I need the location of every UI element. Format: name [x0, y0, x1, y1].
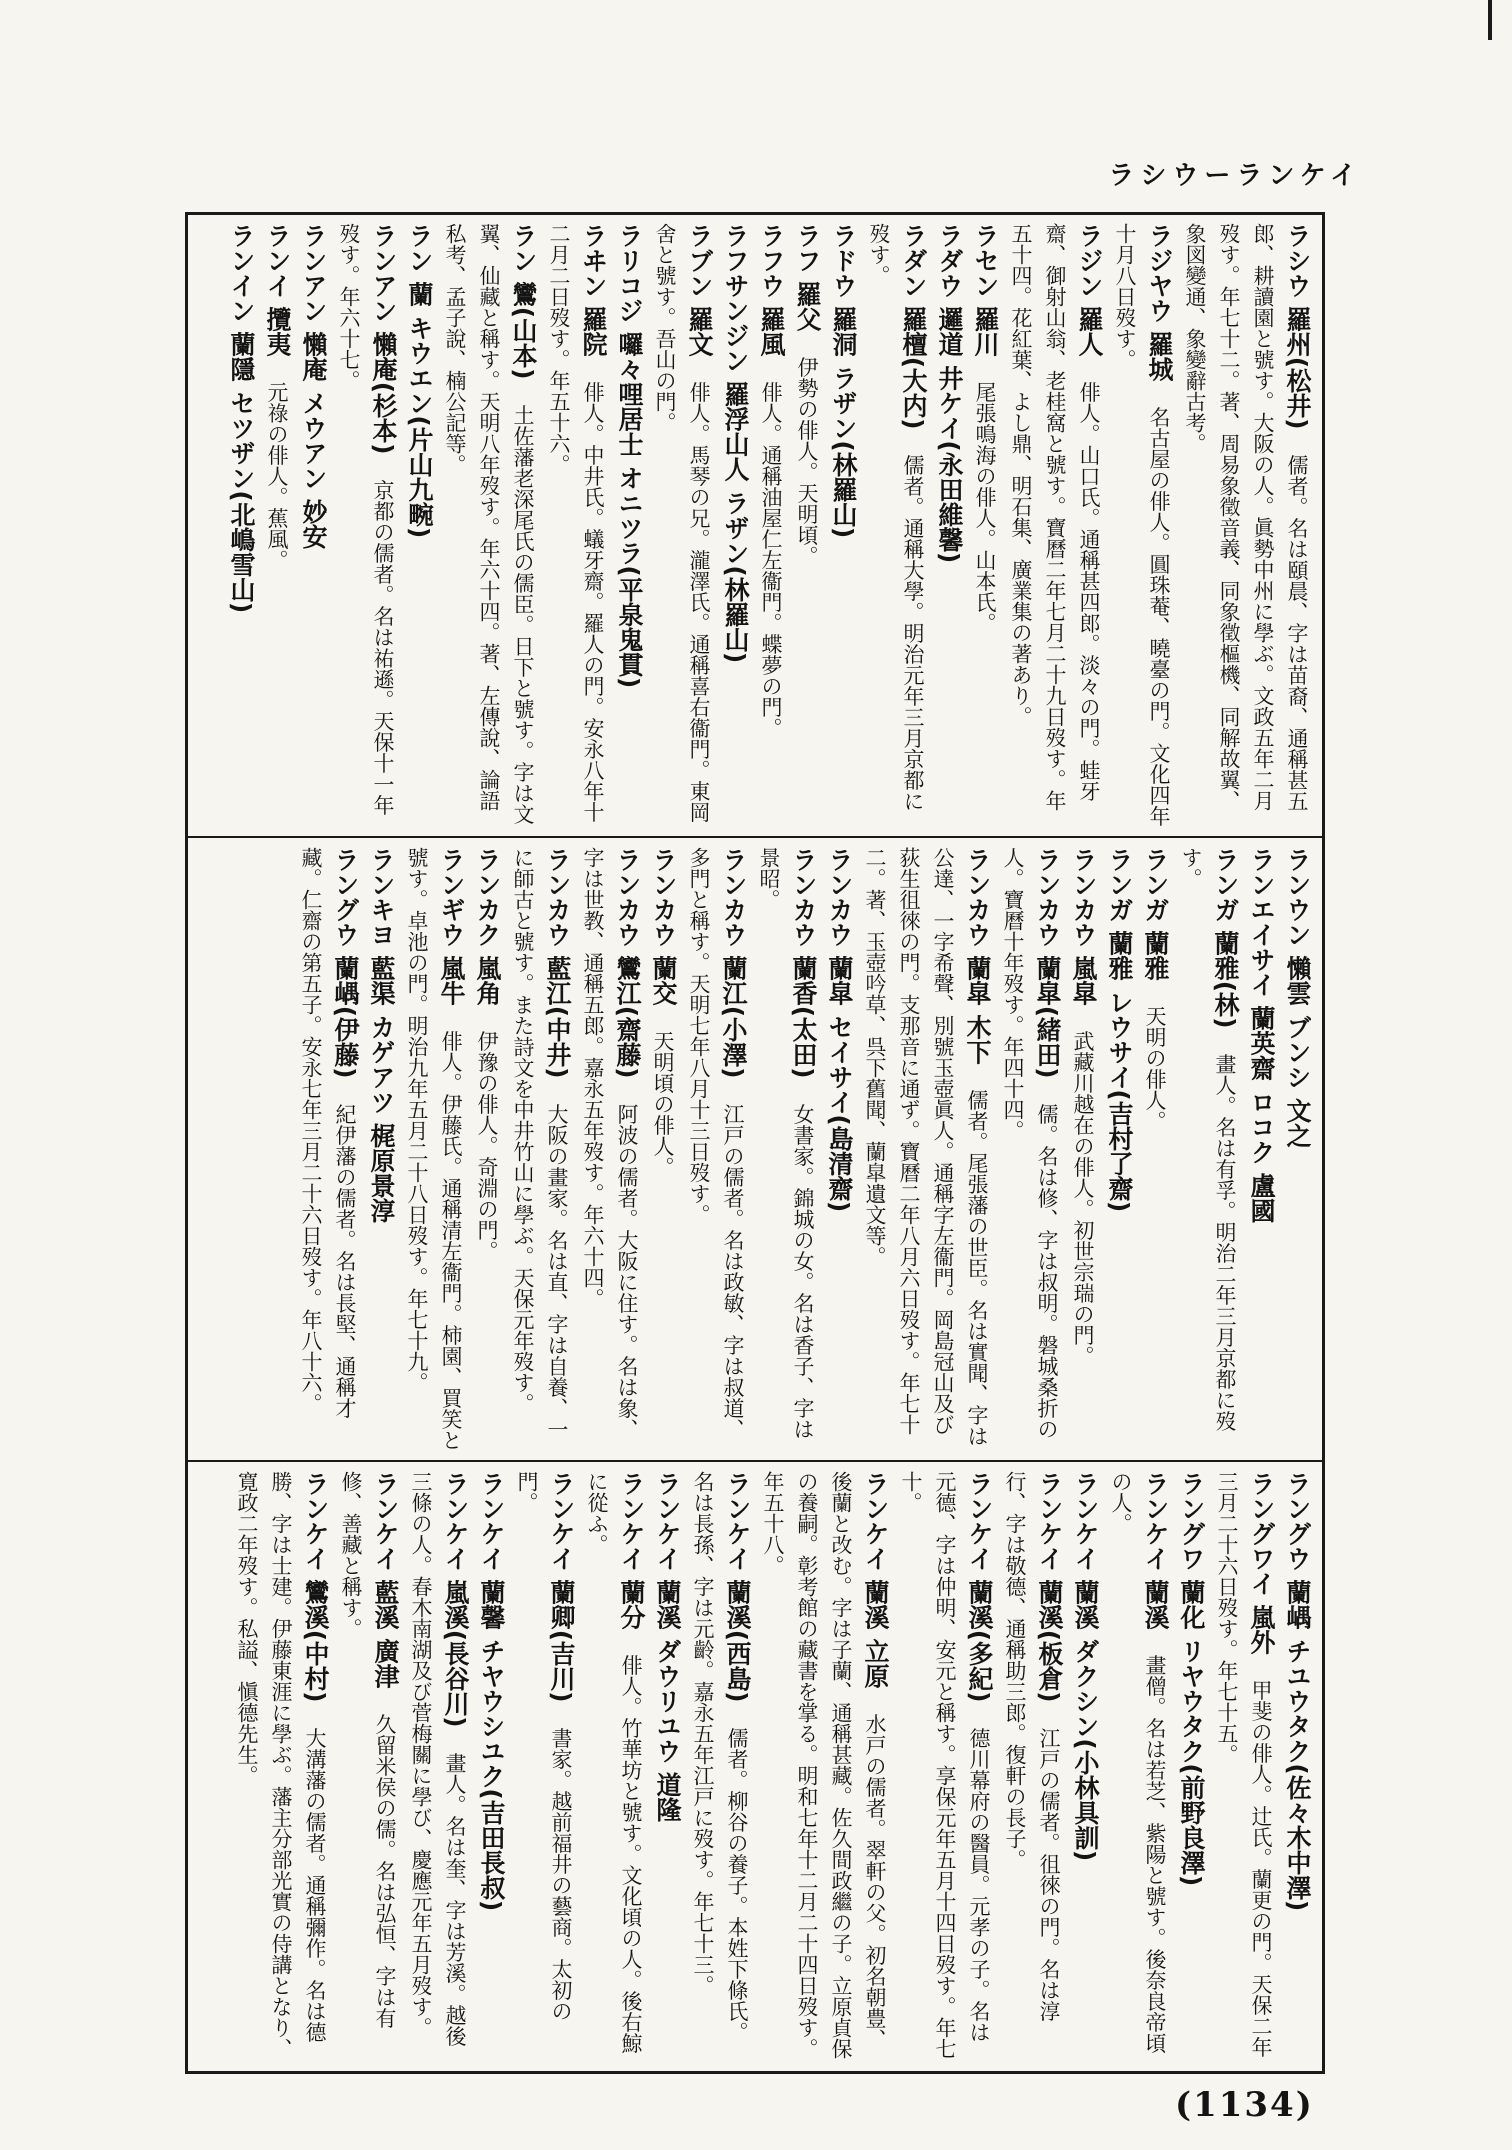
entry-description: 伊勢の俳人。天明頃。 — [795, 356, 819, 567]
entry-description: 畫人。名は有孚。明治二年三月京都に歿す。 — [1179, 847, 1237, 1432]
entry-headword: ラジン 羅人 — [1075, 223, 1104, 382]
entry-headword: ランケイ 嵐溪(長谷川) — [441, 1471, 470, 1753]
dictionary-entry — [1068, 1471, 1102, 2061]
entry-headword: ラングワイ 嵐外 — [1247, 1471, 1276, 1680]
entry-headword: ラン 鸞(山本) — [509, 223, 538, 405]
entry-description: 大溝藩の儒者。通稱彌作。名は德勝、字は士建。伊藤東涯に學ぶ。藩主分部光實の侍講となり、寛政二年歿す。私謚、愼德先生。 — [235, 1471, 327, 2059]
band-bottom-columns — [196, 1471, 1314, 2061]
dictionary-entry — [826, 223, 860, 828]
entry-description: 水戸の儒者。翠軒の父。初名朝豊、後蘭と改む。字は子蘭、通稱甚藏。佐久間政繼の子。立原貞保の養嗣。彰考館の藏書を掌る。明和七年十二月二十四日歿す。年五十八。 — [761, 1471, 887, 2059]
entry-headword: ラヰン 羅院 — [579, 223, 608, 382]
entry-headword: ラダウ 邏道 井ケイ(永田維馨) — [935, 223, 964, 564]
page-edge-mark — [1488, 0, 1492, 40]
entry-headword: ラリコジ 囉々哩居士 オニツラ(平泉鬼貫) — [615, 223, 644, 689]
entry-description: 土佐藩老深尾氏の儒臣。日下と號す。字は文翼、仙藏と稱す。天明八年歿す。年六十四。著、左傳說、論語私考、孟子說、楠公記等。 — [443, 223, 535, 825]
entry-headword: ランカウ 藍江(中井) — [543, 847, 572, 1104]
entry-headword: ラフウ 羅風 — [757, 223, 786, 382]
entry-description: 儒者。尾張藩の世臣。名は實聞、字は公達、一字希聲、別號玉壺眞人。通稱字左衞門。岡島冠山及び荻生徂徠の門。支那音に通ず。寶曆二年八月六日歿す。年七十二。著、玉壺吟草、呉下舊聞、蘭皐遺文等。 — [863, 847, 989, 1447]
entry-headword: ランキヨ 藍渠 カゲアツ 梶原景淳 — [367, 847, 396, 1224]
entry-headword: ランイン 蘭隱 セツザン(北嶋雪山) — [227, 223, 256, 614]
entry-description: 伊豫の俳人。奇淵の門。 — [475, 1030, 499, 1262]
entry-headword: ランガ 蘭雅 — [1141, 847, 1170, 1006]
entry-headword: ランケイ 蘭溪(多紀) — [965, 1471, 994, 1728]
entry-headword: ラブン 羅文 — [685, 223, 714, 382]
entry-description: 畫人。名は奎、字は芳溪。越後三條の人。春木南湖及び菅梅關に學び、慶應元年五月歿す。 — [409, 1471, 467, 2047]
entry-headword: ランギウ 嵐牛 — [437, 847, 466, 1031]
entry-headword: ランケイ 蘭溪 ダウリユウ 道隆 — [653, 1471, 682, 1823]
dictionary-entry — [1138, 847, 1172, 1452]
entry-headword: ランアン 懶庵(杉本) — [369, 223, 398, 480]
entry-description: 天明の俳人。 — [1143, 1005, 1167, 1132]
entry-description: 俳人。山口氏。通稱甚四郎。淡々の門。蛙牙齋、御射山翁、老桂窩と號す。寶曆二年七月二十九日歿す。年五十四。花紅葉、よし鼎、明石集、廣業集の著あり。 — [1009, 223, 1101, 811]
dictionary-entry — [1178, 223, 1314, 828]
dictionary-entry — [752, 847, 820, 1452]
entry-description: 江戸の儒者。徂徠の門。名は淳行、字は敬德、通稱助三郎。復軒の長子。 — [1003, 1471, 1061, 2022]
entry-headword: ランケイ 藍溪 廣津 — [371, 1471, 400, 1714]
entry-headword: ランケイ 蘭溪 — [1141, 1471, 1170, 1655]
dictionary-entry — [998, 1471, 1066, 2061]
entry-description: 俳人。通稱油屋仁左衞門。蝶夢の門。 — [759, 381, 783, 739]
dictionary-entry — [1174, 847, 1242, 1452]
entry-description: 俳人。馬琴の兄。瀧澤氏。通稱喜右衞門。東岡舍と號す。吾山の門。 — [653, 223, 711, 823]
entry-description: 京都の儒者。名は祐遜。天保十一年歿す。年六十七。 — [337, 223, 395, 816]
dictionary-entry — [1004, 223, 1106, 828]
entry-headword: ランガ 蘭雅(林) — [1211, 847, 1240, 1054]
entry-description: 阿波の儒者。大阪に住す。名は象、字は世教、通稱五郎。嘉永五年歿す。年六十四。 — [581, 847, 639, 1440]
dictionary-entry — [822, 847, 856, 1452]
entry-headword: ランケイ 蘭溪 ダクシン(小林具訓) — [1071, 1471, 1100, 1862]
dictionary-entry — [260, 223, 294, 828]
dictionary-entry — [790, 223, 824, 828]
dictionary-entry — [1066, 847, 1100, 1452]
entry-headword: ラングワ 蘭化 リヤウタク(前野良澤) — [1177, 1471, 1206, 1887]
entry-description: 畫僧。名は若芝、紫陽と號す。後奈良帝頃の人。 — [1109, 1471, 1167, 2054]
entry-headword: ランアン 懶庵 メウアン 妙安 — [299, 223, 328, 550]
entry-description: 儒者。通稱大學。明治元年三月京都に歿す。 — [867, 223, 925, 812]
entry-headword: ラダン 羅檀(大内) — [899, 223, 928, 455]
entry-headword: ランケイ 蘭溪 立原 — [861, 1471, 890, 1714]
entry-description: 儒。名は修、字は叔明。磐城桑折の人。寶曆十年歿す。年四十四。 — [1001, 847, 1059, 1440]
entry-headword: ランカウ 蘭香(太田) — [789, 847, 818, 1104]
dictionary-entry — [404, 1471, 472, 2061]
dictionary-entry — [646, 847, 680, 1452]
entry-description: 女書家。錦城の女。名は香子、字は景昭。 — [757, 847, 815, 1440]
entry-description: 儒者。名は頤晨、字は苗裔、通稱甚五郎、耕讀園と號す。大阪の人。眞勢中州に學ぶ。文政五年二月歿す。年七十二。著、周易象徵音義、同象徵樞機、同解故翼、象図變通、象變辭古考。 — [1183, 223, 1309, 812]
entry-description: 尾張鳴海の俳人。山本氏。 — [973, 381, 997, 634]
entry-headword: ラフ 羅父 — [793, 223, 822, 357]
dictionary-entry — [1108, 223, 1176, 828]
entry-headword: ランカウ 蘭交 — [649, 847, 678, 1031]
dictionary-entry — [402, 223, 436, 828]
entry-headword: ランイ 攬夷 — [263, 223, 292, 382]
dictionary-entry — [1210, 1471, 1278, 2061]
entry-description: 俳人。竹華坊と號す。文化頃の人。後右鯨に從ふ。 — [585, 1471, 643, 2054]
entry-headword: ランウン 懶雲 ブンシ 文之 — [1283, 847, 1312, 1149]
dictionary-entry — [756, 1471, 892, 2061]
entry-headword: ランカウ 鸞江(齋藤) — [613, 847, 642, 1104]
entry-headword: ランエイサイ 蘭英齋 ロコク 盧國 — [1247, 847, 1276, 1224]
entry-headword: ランカウ 蘭江(小澤) — [719, 847, 748, 1104]
dictionary-entry — [576, 847, 644, 1452]
dictionary-entry — [648, 223, 716, 828]
entry-headword: ランカウ 蘭皐 セイサイ(島清齋) — [825, 847, 854, 1213]
band-divider-bottom — [188, 1460, 1322, 1462]
entry-headword: ランカウ 蘭皐(緒田) — [1033, 847, 1062, 1104]
running-header — [1108, 155, 1362, 192]
entry-headword: ラングウ 蘭嵎 チユウタク(佐々木中澤) — [1283, 1471, 1312, 1912]
entry-description: 天明頃の俳人。 — [651, 1030, 675, 1178]
page-number: (1134) — [1175, 2085, 1314, 2125]
dictionary-entry — [1280, 847, 1314, 1452]
dictionary-entry — [862, 223, 930, 828]
band-top — [196, 223, 1314, 828]
entry-headword: ランケイ 蘭分 — [617, 1471, 646, 1655]
entry-headword: ランケイ 鸞溪(中村) — [301, 1471, 330, 1728]
dictionary-entry — [996, 847, 1064, 1452]
dictionary-entry — [438, 223, 540, 828]
entry-description: 大阪の畫家。名は直、字は自養、一に師古と號す。また詩文を中井竹山に學ぶ。天保元年歿す。 — [511, 847, 569, 1440]
dictionary-entry — [230, 1471, 332, 2061]
entry-description: 紀伊藩の儒者。名は長堅、通稱才藏。仁齋の第五子。安永七年三月二十六日歿す。年八十六。 — [299, 847, 357, 1419]
entry-description: 名古屋の俳人。圓珠菴、曉臺の門。文化四年十月八日歿す。 — [1113, 223, 1171, 827]
dictionary-entry — [334, 1471, 402, 2061]
entry-description: 俳人。伊藤氏。通稱清左衞門。柿園、買笑と號す。卓池の門。明治九年五月二十八日歿す。年七十九。 — [405, 847, 463, 1451]
entry-headword: ランガ 蘭雅 レウサイ(吉村了齋) — [1105, 847, 1134, 1213]
entry-headword: ランケイ 蘭溪(板倉) — [1035, 1471, 1064, 1728]
dictionary-entry — [686, 1471, 754, 2061]
dictionary-entry — [542, 223, 610, 828]
entry-description: 俳人。中井氏。蟻牙齋。羅人の門。安永八年十二月二日歿す。年五十六。 — [547, 223, 605, 823]
band-middle-columns — [196, 847, 1314, 1452]
running-header-text: ラシウーランケイ — [1108, 161, 1362, 191]
dictionary-entry — [1102, 847, 1136, 1452]
entry-description: 元祿の俳人。蕉風。 — [265, 381, 289, 571]
entry-description: 甲斐の俳人。辻氏。蘭更の門。天保二年三月二十六日歿す。年七十五。 — [1215, 1471, 1273, 2058]
entry-headword: ランカウ 蘭皐 木下 — [963, 847, 992, 1090]
entry-headword: ラジヤウ 羅城 — [1145, 223, 1174, 407]
dictionary-entry — [718, 223, 752, 828]
entry-headword: ランケイ 蘭卿(吉川) — [547, 1471, 576, 1728]
dictionary-entry — [470, 847, 504, 1452]
dictionary-entry — [224, 223, 258, 828]
entry-headword: ランケイ 蘭馨 チヤウシユク(吉田長叔) — [477, 1471, 506, 1912]
dictionary-entry — [1104, 1471, 1172, 2061]
dictionary-entry — [506, 847, 574, 1452]
entry-headword: ラドウ 羅洞 ラザン(林羅山) — [829, 223, 858, 539]
entry-headword: ラフサンジン 羅浮山人 ラザン(林羅山) — [721, 223, 750, 664]
dictionary-entry — [894, 1471, 996, 2061]
entry-description: 儒者。柳谷の養子。本姓下條氏。名は長孫、字は元齡。嘉永五年江戸に歿す。年七十三。 — [691, 1471, 749, 2043]
dictionary-entry — [510, 1471, 578, 2061]
dictionary-entry — [754, 223, 788, 828]
dictionary-entry — [474, 1471, 508, 2061]
dictionary-entry — [682, 847, 750, 1452]
entry-description: 書家。越前福井の藝商。太初の門。 — [515, 1471, 573, 2022]
dictionary-entry — [294, 847, 362, 1452]
entry-headword: ランカク 嵐角 — [473, 847, 502, 1031]
entry-headword: ラシウ 羅州(松井) — [1283, 223, 1312, 455]
dictionary-entry — [1244, 847, 1278, 1452]
entry-description: 久留米侯の儒。名は弘恒、字は有修、善藏と稱す。 — [339, 1471, 397, 2029]
entry-description: 武藏川越在の俳人。初世宗瑞の門。 — [1071, 1030, 1095, 1367]
entry-headword: ランケイ 蘭溪(西島) — [723, 1471, 752, 1728]
entry-description: 江戸の儒者。名は政敏、字は叔道、多門と稱す。天明七年八月十三日歿す。 — [687, 847, 745, 1440]
entry-headword: ラングウ 蘭嵎(伊藤) — [331, 847, 360, 1104]
dictionary-entry — [650, 1471, 684, 2061]
dictionary-entry — [968, 223, 1002, 828]
entry-headword: ラセン 羅川 — [971, 223, 1000, 382]
dictionary-entry — [400, 847, 468, 1452]
entry-headword: ラン 蘭 キウエン(片山九畹) — [405, 223, 434, 539]
dictionary-entry — [612, 223, 646, 828]
dictionary-frame — [185, 212, 1325, 2074]
entry-headword: ランカウ 嵐皐 — [1069, 847, 1098, 1031]
band-middle — [196, 847, 1314, 1452]
dictionary-entry — [332, 223, 400, 828]
band-top-columns — [196, 223, 1314, 828]
dictionary-entry — [858, 847, 994, 1452]
dictionary-entry — [1174, 1471, 1208, 2061]
dictionary-entry — [932, 223, 966, 828]
entry-description: 德川幕府の醫員。元孝の子。名は元德、字は仲明、安元と稱す。享保元年五月十四日歿す。年七十。 — [899, 1471, 991, 2059]
dictionary-entry — [296, 223, 330, 828]
dictionary-entry — [364, 847, 398, 1452]
band-divider-top — [188, 836, 1322, 838]
dictionary-entry — [1280, 1471, 1314, 2061]
band-bottom — [196, 1471, 1314, 2061]
dictionary-entry — [580, 1471, 648, 2061]
